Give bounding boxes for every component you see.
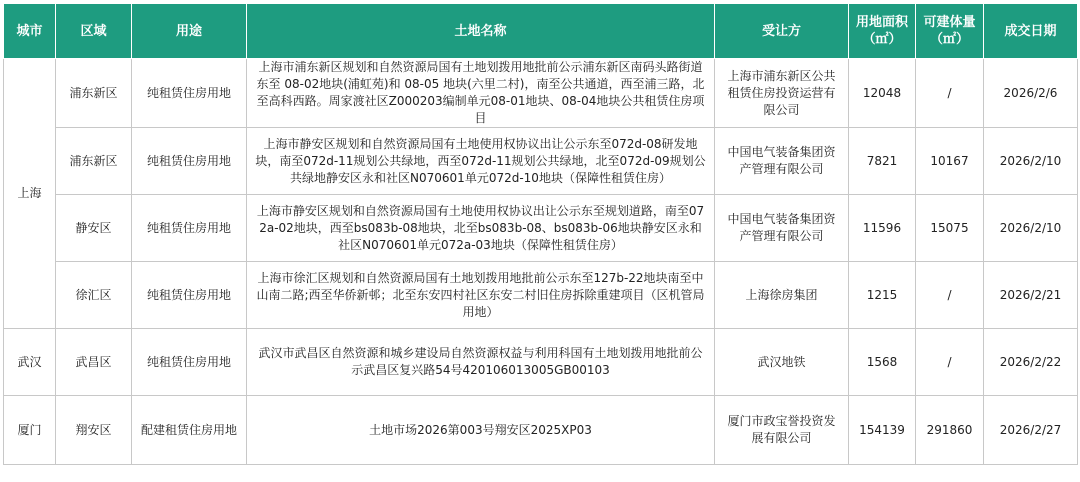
land-transaction-table xyxy=(3,3,1078,465)
land-name-cell: 武汉市武昌区自然资源和城乡建设局自然资源权益与利用科国有土地划拨用地批前公示武昌区复兴路54号420106013005GB00103 xyxy=(247,329,715,396)
volume-cell: / xyxy=(916,329,984,396)
buyer-cell: 上海徐房集团 xyxy=(715,262,849,329)
header-volume-unit: （㎡） xyxy=(929,32,969,47)
city-cell-shanghai: 上海 xyxy=(4,59,56,329)
area-cell: 1568 xyxy=(849,329,916,396)
header-land-area-unit: （㎡） xyxy=(862,32,902,47)
header-land-area xyxy=(849,4,916,59)
volume-cell: 10167 xyxy=(916,128,984,195)
header-buildable-volume xyxy=(916,4,984,59)
district-cell: 浦东新区 xyxy=(56,59,132,128)
date-cell: 2026/2/27 xyxy=(984,396,1078,465)
header-buyer: 受让方 xyxy=(715,4,849,59)
land-name-cell: 上海市徐汇区规划和自然资源局国有土地划拨用地批前公示东至127b-22地块南至中山南二路;西至华侨新邨；北至东安四村社区东安二村旧住房拆除重建项目（区机管局用地） xyxy=(247,262,715,329)
table-header-row xyxy=(4,4,1078,59)
buyer-cell: 中国电气装备集团资产管理有限公司 xyxy=(715,195,849,262)
land-name-cell: 上海市静安区规划和自然资源局国有土地使用权协议出让公示东至072d-08研发地块，南至072d-11规划公共绿地，西至072d-11规划公共绿地，北至072d-09规划公共绿地静安区永和社区N070601单元072d-10地块（保障性租赁住房） xyxy=(247,128,715,195)
buyer-cell: 中国电气装备集团资产管理有限公司 xyxy=(715,128,849,195)
volume-cell: / xyxy=(916,262,984,329)
buyer-cell: 厦门市政宝誉投资发展有限公司 xyxy=(715,396,849,465)
buyer-cell: 武汉地铁 xyxy=(715,329,849,396)
table-row xyxy=(4,195,1078,262)
district-cell: 徐汇区 xyxy=(56,262,132,329)
date-cell: 2026/2/22 xyxy=(984,329,1078,396)
usage-cell: 纯租赁住房用地 xyxy=(132,59,247,128)
usage-cell: 配建租赁住房用地 xyxy=(132,396,247,465)
district-cell: 静安区 xyxy=(56,195,132,262)
volume-cell: 15075 xyxy=(916,195,984,262)
area-cell: 11596 xyxy=(849,195,916,262)
header-land-area-label: 用地面积 xyxy=(855,15,908,30)
land-name-cell: 土地市场2026第003号翔安区2025XP03 xyxy=(247,396,715,465)
land-name-cell: 上海市静安区规划和自然资源局国有土地使用权协议出让公示东至规划道路，南至072a-02地块，西至bs083b-08地块，北至bs083b-08、bs083b-06地块静安区永和社区N070601单元072a-03地块（保障性租赁住房） xyxy=(247,195,715,262)
volume-cell: / xyxy=(916,59,984,128)
header-district: 区域 xyxy=(56,4,132,59)
table-row xyxy=(4,329,1078,396)
usage-cell: 纯租赁住房用地 xyxy=(132,329,247,396)
date-cell: 2026/2/10 xyxy=(984,128,1078,195)
usage-cell: 纯租赁住房用地 xyxy=(132,262,247,329)
area-cell: 12048 xyxy=(849,59,916,128)
table-row xyxy=(4,396,1078,465)
header-land-name: 土地名称 xyxy=(247,4,715,59)
table-row xyxy=(4,128,1078,195)
date-cell: 2026/2/10 xyxy=(984,195,1078,262)
header-deal-date: 成交日期 xyxy=(984,4,1078,59)
date-cell: 2026/2/21 xyxy=(984,262,1078,329)
city-cell-xiamen: 厦门 xyxy=(4,396,56,465)
buyer-cell: 上海市浦东新区公共租赁住房投资运营有限公司 xyxy=(715,59,849,128)
header-usage: 用途 xyxy=(132,4,247,59)
header-city: 城市 xyxy=(4,4,56,59)
city-cell-wuhan: 武汉 xyxy=(4,329,56,396)
usage-cell: 纯租赁住房用地 xyxy=(132,128,247,195)
header-volume-label: 可建体量 xyxy=(923,15,976,30)
area-cell: 154139 xyxy=(849,396,916,465)
district-cell: 浦东新区 xyxy=(56,128,132,195)
area-cell: 1215 xyxy=(849,262,916,329)
table-row xyxy=(4,262,1078,329)
land-name-cell: 上海市浦东新区规划和自然资源局国有土地划拨用地批前公示浦东新区南码头路街道东至 08-02地块(浦虹苑)和 08-05 地块(六里二村)，南至公共通道，西至浦三路，北至高科西路。周家渡社区Z000203编制单元08-01地块、08-04地块公共租赁住房项目 xyxy=(247,59,715,128)
district-cell: 武昌区 xyxy=(56,329,132,396)
date-cell: 2026/2/6 xyxy=(984,59,1078,128)
area-cell: 7821 xyxy=(849,128,916,195)
usage-cell: 纯租赁住房用地 xyxy=(132,195,247,262)
district-cell: 翔安区 xyxy=(56,396,132,465)
table-row xyxy=(4,59,1078,128)
volume-cell: 291860 xyxy=(916,396,984,465)
